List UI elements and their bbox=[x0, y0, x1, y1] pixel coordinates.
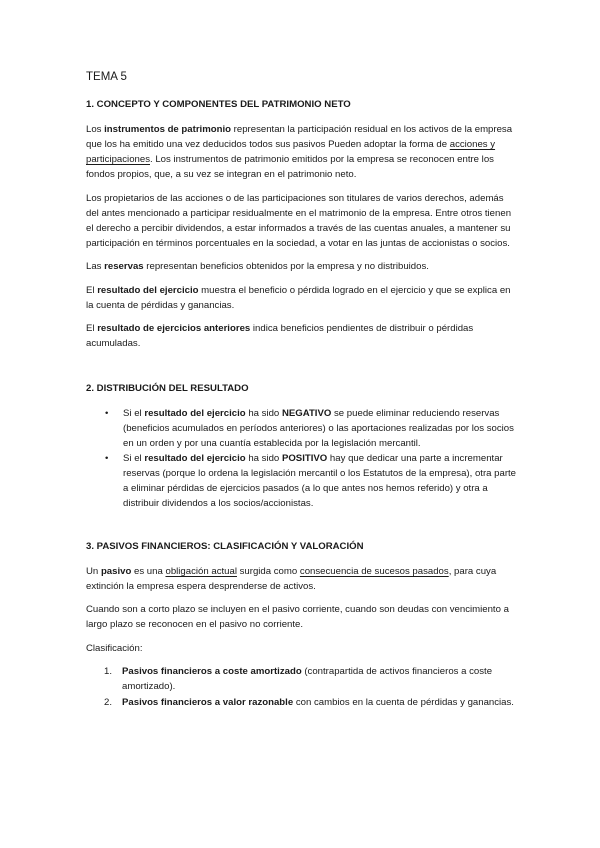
term-positivo: POSITIVO bbox=[281, 452, 328, 464]
bullet-icon: • bbox=[105, 452, 109, 464]
s1-paragraph-4: El resultado del ejercicio muestra el beneficio o pérdida logrado en el ejercicio y que se explica en la cuenta de pérdidas y ganancias. bbox=[86, 284, 511, 311]
s3-paragraph-3: Clasificación: bbox=[86, 642, 143, 654]
list-item: 1. Pasivos financieros a coste amortizado (contrapartida de activos financieros a coste amortizado). bbox=[104, 666, 493, 692]
s1-paragraph-2: Los propietarios de las acciones o de las participaciones son titulares de varios derechos, además del antes mencionado a participar residualmente en el matrimonio de la empresa. Entre otros tienen el derecho a percibir dividendos, a estar informados a través de las cuentas anuales, a mantener su participación en términos porcentuales en la sociedad, a votar en las juntas de accionistas o socios. bbox=[86, 192, 512, 249]
document-body bbox=[86, 70, 518, 711]
term-acciones-participaciones: acciones y participaciones bbox=[86, 139, 496, 165]
s3-paragraph-2: Cuando son a corto plazo se incluyen en el pasivo corriente, cuando son deudas con vencimiento a largo plazo se reconocen en el pasivo no corriente. bbox=[86, 604, 509, 630]
term-instrumentos-patrimonio: instrumentos de patrimonio bbox=[104, 124, 232, 135]
term-reservas: reservas bbox=[104, 261, 144, 272]
list-item: • Si el resultado del ejercicio ha sido POSITIVO hay que dedicar una parte a incrementar reservas (porque lo ordena la legislación mercantil o los Estatutos de la empresa), otra parte a eliminar pérdidas de ejercicios pasados (a lo que antes nos hemos referido) y otra a distribuir dividendos a los socios/accionistas. bbox=[105, 452, 517, 509]
term-pasivo: pasivo bbox=[100, 565, 132, 577]
section-3-heading: 3. PASIVOS FINANCIEROS: CLASIFICACIÓN Y VALORACIÓN bbox=[86, 540, 364, 552]
term-consecuencia-sucesos: consecuencia de sucesos pasados bbox=[299, 565, 449, 577]
term-negativo: NEGATIVO bbox=[281, 407, 332, 419]
s1-paragraph-1: Los instrumentos de patrimonio representan la participación residual en los activos de la empresa que los ha emitido una vez deducidos todos sus pasivos Pueden adoptar la forma de acciones y participaciones. Los instrumentos de patrimonio emitidos por la empresa se reconocen entre los fondos propios, que, a su vez se integran en el patrimonio neto. bbox=[86, 124, 513, 180]
term-resultado-ejercicio: resultado del ejercicio bbox=[97, 284, 199, 296]
numbered-list bbox=[86, 664, 518, 710]
list-item: 2. Pasivos financieros a valor razonable con cambios en la cuenta de pérdidas y ganancias. bbox=[104, 697, 514, 708]
term-resultado-ejercicios-anteriores: resultado de ejercicios anteriores bbox=[97, 323, 251, 334]
page-title: TEMA 5 bbox=[86, 71, 127, 83]
s1-paragraph-5: El resultado de ejercicios anteriores indica beneficios pendientes de distribuir o pérdidas acumuladas. bbox=[86, 323, 474, 349]
bullet-list bbox=[86, 406, 518, 511]
list-item: • Si el resultado del ejercicio ha sido NEGATIVO se puede eliminar reduciendo reservas (beneficios acumulados en períodos anteriores) o las aportaciones realizadas por los socios en un orden y por una cuantía establecida por la legislación mercantil. bbox=[105, 407, 514, 449]
bullet-icon: • bbox=[105, 407, 109, 419]
s1-paragraph-3: Las reservas representan beneficios obtenidos por la empresa y no distribuidos. bbox=[86, 261, 429, 272]
s3-paragraph-1: Un pasivo es una obligación actual surgida como consecuencia de sucesos pasados, para cuya extinción la empresa espera desprenderse de activos. bbox=[86, 565, 497, 592]
section-2-heading: 2. DISTRIBUCIÓN DEL RESULTADO bbox=[86, 382, 249, 394]
section-1-heading: 1. CONCEPTO Y COMPONENTES DEL PATRIMONIO NETO bbox=[86, 99, 351, 110]
term-obligacion-actual: obligación actual bbox=[165, 565, 237, 577]
